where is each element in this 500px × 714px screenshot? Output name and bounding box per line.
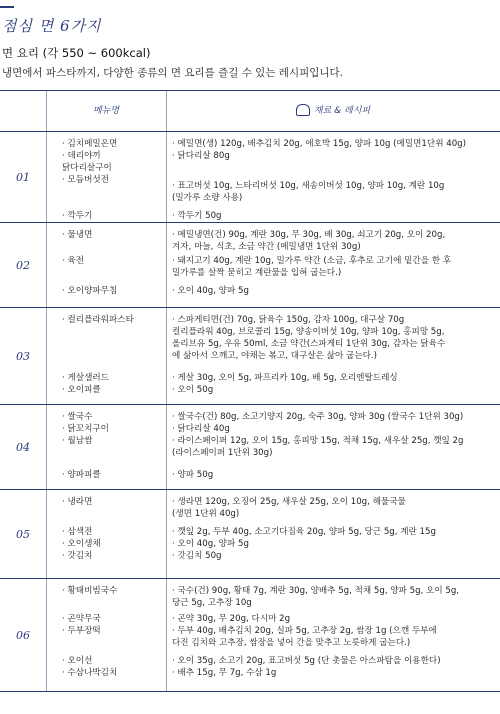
recipe-line: · 오이 50g	[172, 385, 214, 395]
column-divider	[46, 308, 47, 404]
menu-item: · 오이생채	[62, 539, 101, 549]
recipe-line: · 배추 15g, 무 7g, 수삼 1g	[172, 668, 277, 678]
recipe-column-header	[166, 91, 500, 131]
menu-item: · 수삼나박김치	[62, 668, 118, 678]
menu-item: · 물냉면	[62, 230, 93, 240]
recipe-line: · 양파 50g	[172, 470, 214, 480]
table-body	[0, 132, 500, 692]
menu-item: · 닭꼬치구이	[62, 424, 109, 434]
menu-item: · 오이양파무침	[62, 286, 118, 296]
recipe-line: 컬리플라워 40g, 브로콜리 15g, 양송이버섯 10g, 양파 10g, 홍피망 5g,	[172, 327, 445, 337]
recipe-line: 밀가루를 살짝 묻히고 계란물을 입혀 굽는다.)	[172, 268, 342, 278]
menu-item: · 컬리플라워파스타	[62, 315, 134, 325]
menu-item: · 육전	[62, 256, 85, 266]
recipe-line: · 게살 30g, 오이 5g, 파프리카 10g, 배 5g, 오리엔탈드레싱	[172, 373, 398, 383]
menu-item: · 월남쌈	[62, 436, 93, 446]
table-row	[0, 223, 500, 308]
menu-item: · 두부장떡	[62, 626, 101, 636]
row-number: 02	[16, 258, 30, 272]
menu-column-header: 메뉴명	[92, 106, 120, 116]
recipe-line: · 쌀국수(건) 80g, 소고기양지 20g, 숙주 30g, 양파 30g (쌀국수 1단위 30g)	[172, 412, 464, 422]
recipe-line: · 오이 40g, 양파 5g	[172, 539, 249, 549]
title-accent-bar	[0, 6, 14, 8]
column-divider	[166, 223, 167, 307]
recipe-line: (라이스페이퍼 1단위 30g)	[172, 448, 273, 458]
menu-item: · 오이피클	[62, 385, 101, 395]
column-divider	[46, 223, 47, 307]
page-description: 냉면에서 파스타까지, 다양한 종류의 면 요리를 즐길 수 있는 레시피입니다.	[2, 67, 344, 79]
recipe-line: · 갓김치 50g	[172, 551, 222, 561]
recipe-line: (생면 1단위 40g)	[172, 509, 240, 519]
column-divider	[166, 132, 167, 222]
recipe-line: · 깻잎 2g, 두부 40g, 소고기다짐육 20g, 양파 5g, 당근 5g, 계란 15g	[172, 527, 436, 537]
column-divider	[166, 308, 167, 404]
menu-item: · 깍두기	[62, 211, 93, 221]
column-divider	[166, 405, 167, 489]
chef-hat-icon	[296, 104, 310, 116]
menu-item: · 황태비빔국수	[62, 586, 118, 596]
recipe-line: · 닭다리살 80g	[172, 151, 230, 161]
menu-item: · 게살샐러드	[62, 373, 109, 383]
menu-item: · 김치메밀온면	[62, 139, 118, 149]
recipe-line: 에 삶아서 으깨고, 야채는 볶고, 대구살은 삶아 굽는다.)	[172, 351, 378, 361]
menu-item: · 모듬버섯전	[62, 175, 109, 185]
recipe-line: · 두부 40g, 배추김치 20g, 실파 5g, 고추장 2g, 쌈장 1g (으깬 두부에	[172, 626, 437, 636]
menu-item: · 오이선	[62, 656, 93, 666]
table-row	[0, 579, 500, 692]
table-header	[0, 90, 500, 132]
recipe-line: 겨자, 마늘, 식초, 소금 약간 (메밀냉면 1단위 30g)	[172, 242, 361, 252]
recipe-table	[0, 90, 500, 692]
row-number: 04	[16, 440, 30, 454]
menu-item: · 곤약무국	[62, 614, 101, 624]
row-number: 06	[16, 628, 30, 642]
menu-item: · 갓김치	[62, 551, 93, 561]
recipe-line: · 닭다리살 40g	[172, 424, 230, 434]
menu-item: · 삼색전	[62, 527, 93, 537]
recipe-line: · 스파게티면(건) 70g, 닭육수 150g, 감자 100g, 대구살 70g	[172, 315, 405, 325]
recipe-line: (밀가루 소량 사용)	[172, 193, 243, 203]
recipe-line: · 생라면 120g, 오징어 25g, 새우살 25g, 오이 10g, 해물국물	[172, 497, 406, 507]
row-number: 03	[16, 349, 30, 363]
page-title: 점심 면 6가지	[2, 17, 102, 35]
table-row	[0, 132, 500, 223]
recipe-line: · 표고버섯 10g, 느타리버섯 10g, 새송이버섯 10g, 양파 10g, 계란 10g	[172, 181, 445, 191]
menu-item: · 데리야끼	[62, 151, 101, 161]
recipe-line: 올리브유 5g, 우유 50ml, 소금 약간(스파게티 1단위 30g, 감자는 닭육수	[172, 339, 446, 349]
recipe-line: · 오이 35g, 소고기 20g, 표고버섯 5g (단 촛물은 아스파탐을 이용한다)	[172, 656, 441, 666]
table-row	[0, 308, 500, 405]
row-number: 01	[16, 170, 30, 184]
row-number: 05	[16, 527, 30, 541]
recipe-line: · 국수(건) 90g, 황태 7g, 계란 30g, 양배추 5g, 적채 5g, 양파 5g, 오이 5g,	[172, 586, 460, 596]
table-row	[0, 405, 500, 490]
table-row	[0, 490, 500, 579]
column-divider	[46, 132, 47, 222]
page-subtitle: 면 요리 (각 550 ~ 600kcal)	[2, 46, 151, 60]
recipe-line: · 곤약 30g, 무 20g, 다시마 2g	[172, 614, 291, 624]
column-divider	[46, 490, 47, 578]
menu-item: · 쌀국수	[62, 412, 93, 422]
column-divider	[46, 405, 47, 489]
recipe-line: · 오이 40g, 양파 5g	[172, 286, 249, 296]
recipe-line: · 메밀면(생) 120g, 배추김치 20g, 애호박 15g, 양파 10g (메밀면1단위 40g)	[172, 139, 466, 149]
recipe-line: 당근 5g, 고추장 10g	[172, 598, 252, 608]
recipe-column-header-label: 재료 & 레시피	[313, 106, 371, 116]
recipe-line: · 메밀냉면(건) 90g, 계란 30g, 무 30g, 배 30g, 쇠고기 20g, 오이 20g,	[172, 230, 446, 240]
column-divider	[46, 579, 47, 691]
recipe-line: 다진 김치와 고추장, 쌈장을 넣어 간을 맞추고 노릇하게 굽는다.)	[172, 638, 411, 648]
column-divider	[166, 579, 167, 691]
recipe-line: · 깍두기 50g	[172, 211, 222, 221]
column-divider	[166, 490, 167, 578]
menu-item: 닭다리살구이	[62, 163, 112, 173]
menu-item: · 양파피클	[62, 470, 101, 480]
menu-item: · 냉라면	[62, 497, 93, 507]
recipe-line: · 돼지고기 40g, 계란 10g, 밀가루 약간 (소금, 후추로 고기에 밑간을 한 후	[172, 256, 452, 266]
recipe-line: · 라이스페이퍼 12g, 오이 15g, 홍피망 15g, 적채 15g, 새우살 25g, 깻잎 2g	[172, 436, 464, 446]
